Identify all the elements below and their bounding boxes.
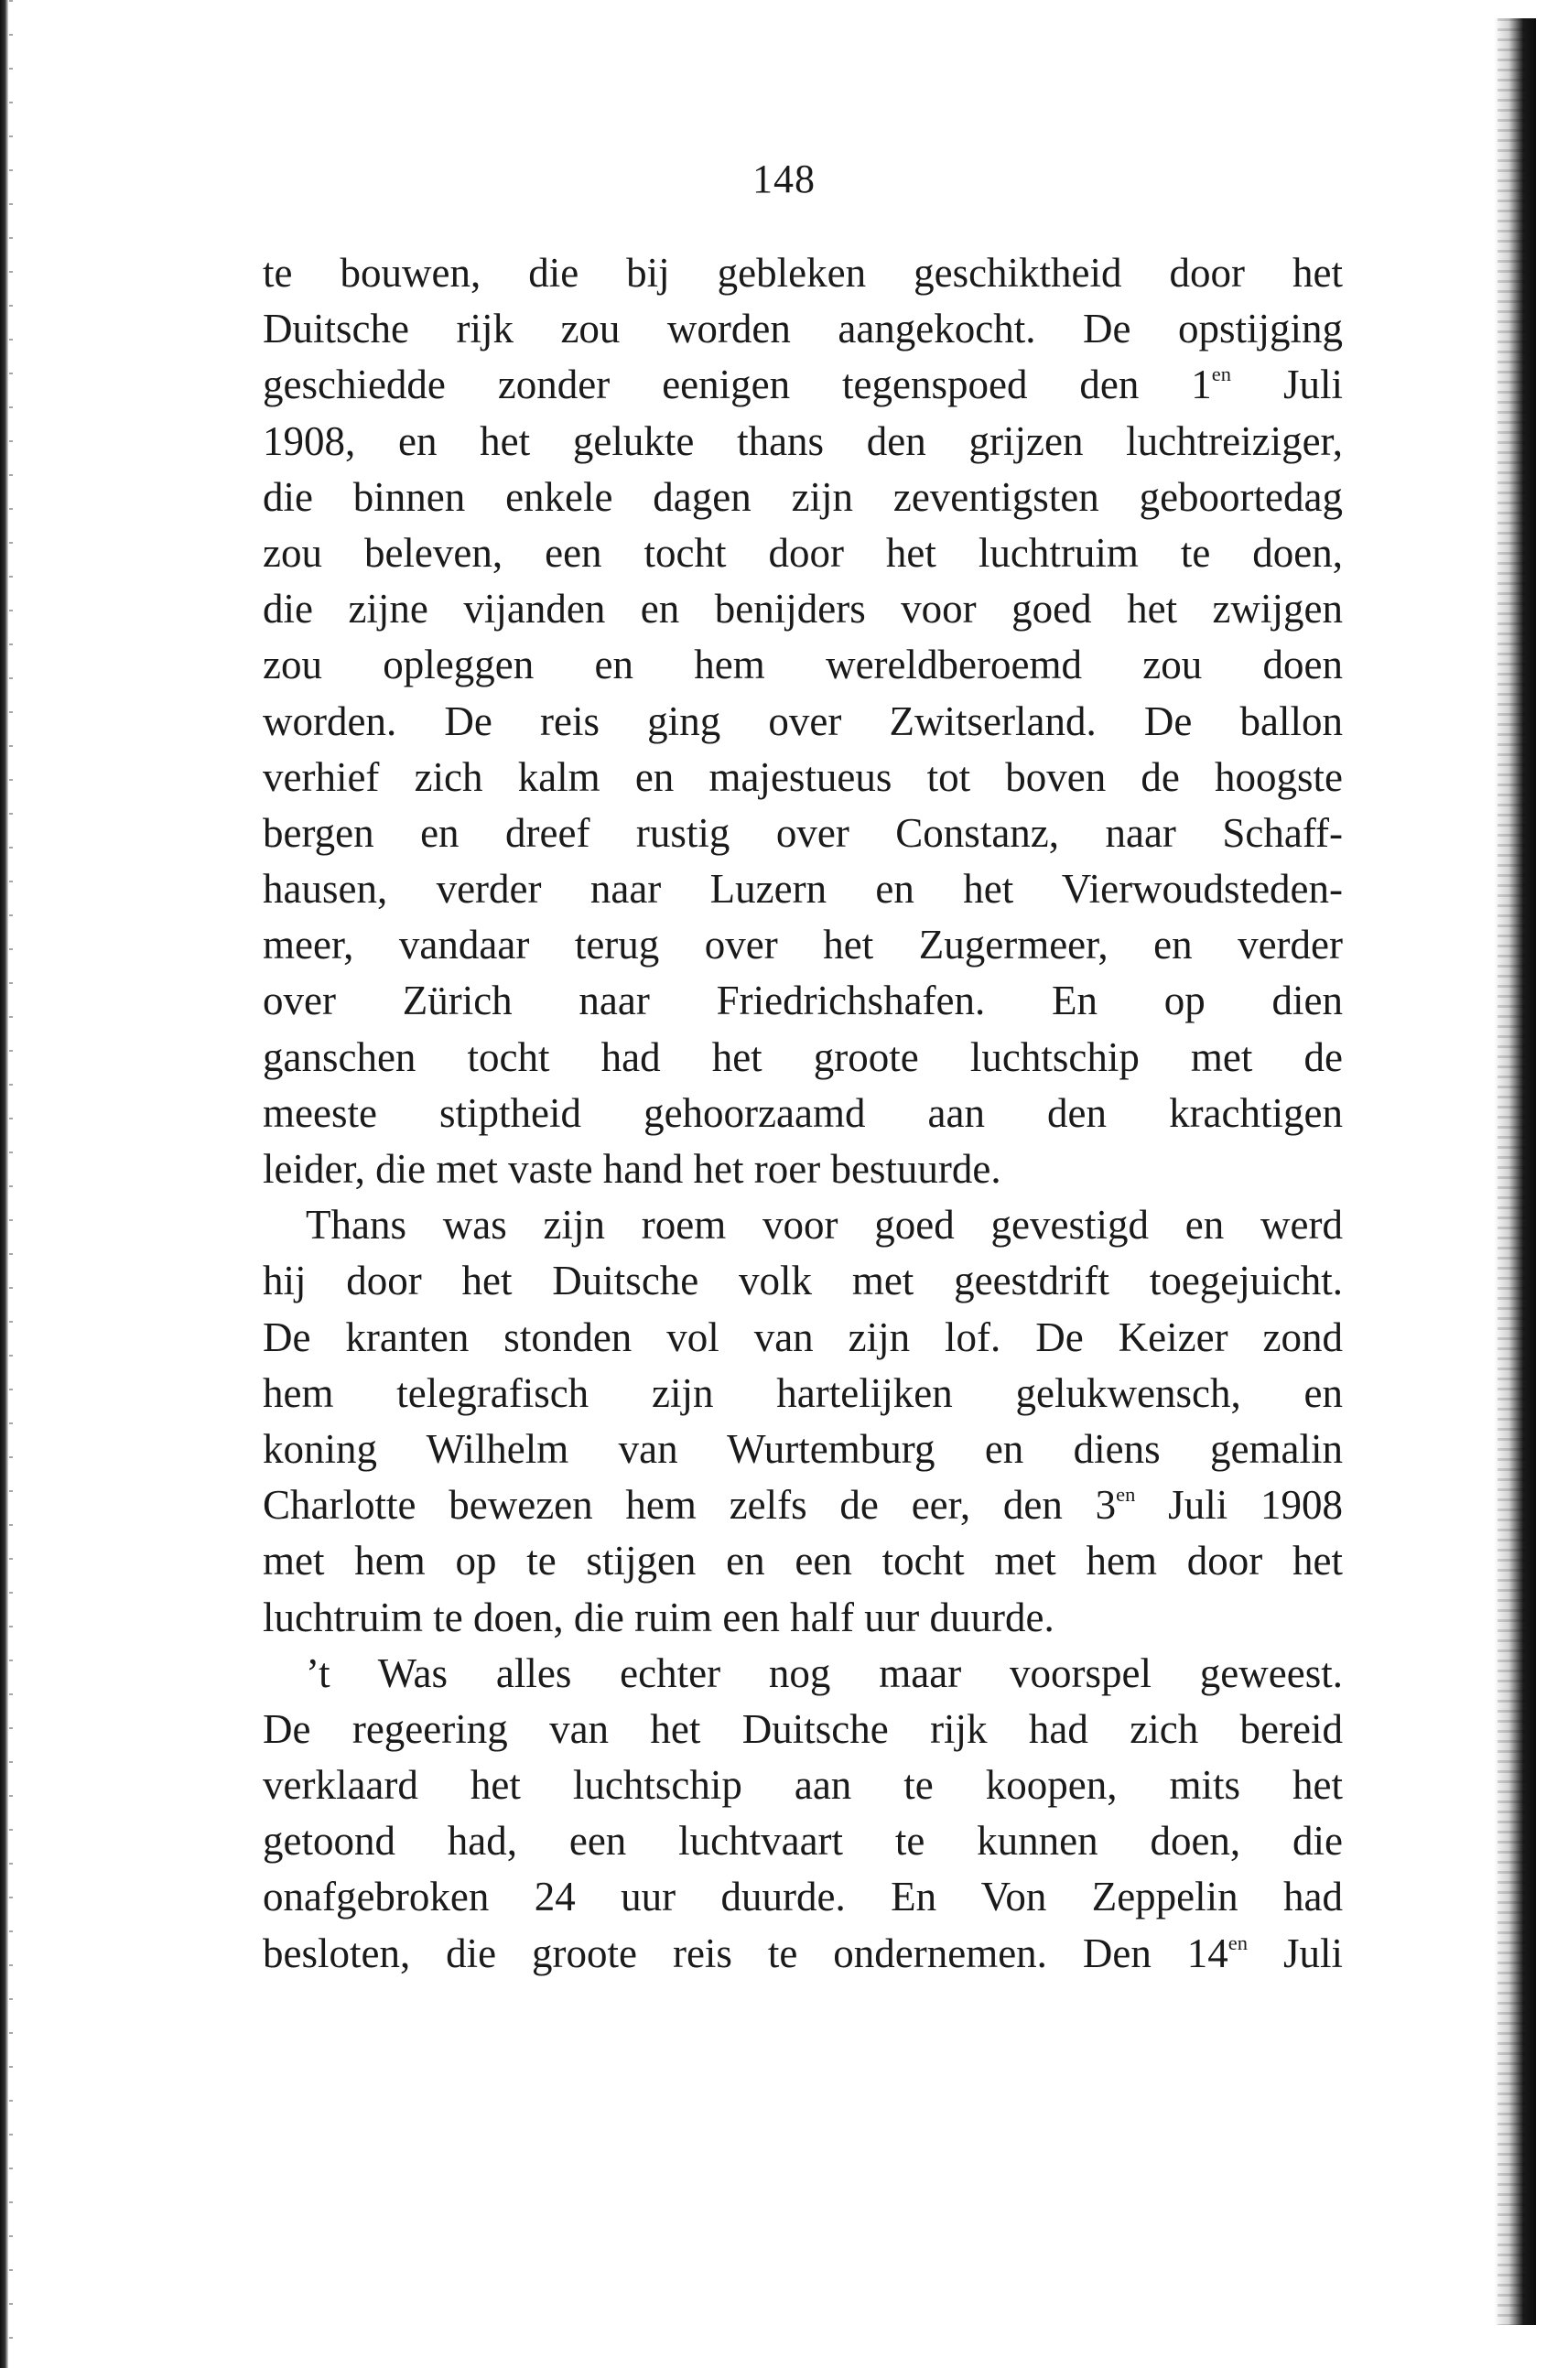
text-line: zou opleggen en hem wereldberoemd zou doen	[263, 642, 1343, 688]
text-line: worden. De reis ging over Zwitserland. De ballon	[263, 697, 1343, 744]
text-line: leider, die met vaste hand het roer bestuurde.	[263, 1146, 1001, 1192]
text-line: meer, vandaar terug over het Zugermeer, en verder	[263, 922, 1343, 968]
text-line: zou beleven, een tocht door het luchtruim te doen,	[263, 529, 1343, 576]
text-line: Charlotte bewezen hem zelfs de eer, den $3^{en}$ Juli 1908	[263, 1482, 1343, 1529]
text-line: onafgebroken 24 uur duurde. En Von Zeppelin had	[263, 1874, 1343, 1920]
text-line: Thans was zijn roem voor goed gevestigd en werd	[306, 1202, 1343, 1249]
text-line: De kranten stonden vol van zijn lof. De Keizer zond	[263, 1314, 1343, 1360]
text-line: hij door het Duitsche volk met geestdrift toegejuicht.	[263, 1258, 1343, 1304]
text-line: luchtruim te doen, die ruim een half uur duurde.	[263, 1594, 1054, 1640]
text-line: hausen, verder naar Luzern en het Vierwoudsteden-	[263, 866, 1343, 913]
text-line: 1908, en het gelukte thans den grijzen luchtreiziger,	[263, 417, 1343, 464]
text-line: ’t Was alles echter nog maar voorspel geweest.	[306, 1649, 1343, 1696]
paragraph	[263, 245, 1343, 1197]
paragraph	[263, 1646, 1343, 1982]
scan-right-texture	[1498, 18, 1525, 2325]
text-line: die binnen enkele dagen zijn zeventigsten geboortedag	[263, 473, 1343, 520]
text-line: bergen en dreef rustig over Constanz, naar Schaff-	[263, 809, 1343, 856]
text-line: hem telegrafisch zijn hartelijken gelukwensch, en	[263, 1369, 1343, 1416]
text-line: verklaard het luchtschip aan te koopen, mits het	[263, 1762, 1343, 1809]
text-line: geschiedde zonder eenigen tegenspoed den $1^{en}$ Juli	[263, 362, 1343, 408]
text-line: De regeering van het Duitsche rijk had zich bereid	[263, 1705, 1343, 1752]
text-line: besloten, die groote reis te ondernemen. Den $14^{en}$ Juli	[263, 1930, 1343, 1976]
text-line: verhief zich kalm en majestueus tot boven de hoogste	[263, 753, 1343, 800]
superscript: en	[1116, 1483, 1136, 1506]
text-line: Duitsche rijk zou worden aangekocht. De opstijging	[263, 306, 1343, 352]
text-line: meeste stiptheid gehoorzaamd aan den krachtigen	[263, 1089, 1343, 1136]
text-line: ganschen tocht had het groote luchtschip met de	[263, 1033, 1343, 1080]
superscript: en	[1211, 362, 1232, 386]
page-number: 148	[752, 157, 816, 201]
text-line: koning Wilhelm van Wurtemburg en diens gemalin	[263, 1425, 1343, 1472]
scan-left-edge	[0, 0, 8, 2368]
text-line: die zijne vijanden en benijders voor goed het zwijgen	[263, 586, 1343, 633]
text-line: met hem op te stijgen en een tocht met hem door het	[263, 1538, 1343, 1584]
text-line: over Zürich naar Friedrichshafen. En op dien	[263, 978, 1343, 1024]
scan-left-specks	[9, 0, 13, 2368]
text-line: te bouwen, die bij gebleken geschiktheid door het	[263, 250, 1343, 296]
text-line: getoond had, een luchtvaart te kunnen doen, die	[263, 1818, 1343, 1865]
paragraph	[263, 1197, 1343, 1646]
body-text	[263, 245, 1343, 1982]
superscript: en	[1227, 1930, 1249, 1954]
